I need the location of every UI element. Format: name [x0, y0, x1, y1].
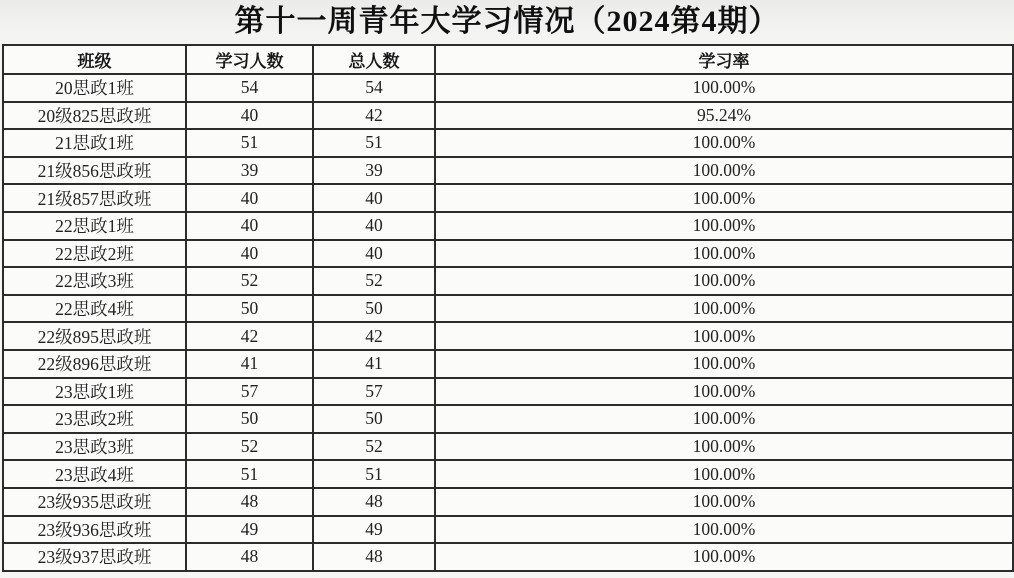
cell-rate: 100.00%	[435, 267, 1013, 295]
cell-learned: 40	[186, 102, 313, 130]
cell-class: 22思政2班	[3, 240, 186, 268]
cell-total: 57	[313, 378, 435, 406]
header-row	[3, 45, 1013, 74]
cell-learned: 40	[186, 240, 313, 268]
cell-rate: 100.00%	[435, 516, 1013, 544]
table-row	[3, 74, 1013, 102]
cell-class: 20级825思政班	[3, 102, 186, 130]
cell-learned: 50	[186, 405, 313, 433]
cell-class: 21级856思政班	[3, 157, 186, 185]
cell-total: 41	[313, 350, 435, 378]
cell-learned: 41	[186, 350, 313, 378]
table-row	[3, 184, 1013, 212]
cell-learned: 57	[186, 378, 313, 406]
cell-total: 48	[313, 543, 435, 571]
cell-rate: 100.00%	[435, 405, 1013, 433]
cell-class: 20思政1班	[3, 74, 186, 102]
cell-total: 50	[313, 405, 435, 433]
cell-rate: 100.00%	[435, 129, 1013, 157]
table-row	[3, 433, 1013, 461]
table-body	[3, 74, 1013, 571]
cell-learned: 49	[186, 516, 313, 544]
cell-learned: 40	[186, 184, 313, 212]
cell-learned: 39	[186, 157, 313, 185]
cell-class: 23级936思政班	[3, 516, 186, 544]
cell-total: 42	[313, 102, 435, 130]
cell-total: 40	[313, 212, 435, 240]
cell-class: 22思政4班	[3, 295, 186, 323]
cell-class: 23思政4班	[3, 460, 186, 488]
cell-rate: 100.00%	[435, 322, 1013, 350]
cell-learned: 48	[186, 488, 313, 516]
cell-rate: 100.00%	[435, 212, 1013, 240]
table-row	[3, 405, 1013, 433]
cell-class: 22级895思政班	[3, 322, 186, 350]
table-row	[3, 240, 1013, 268]
cell-total: 40	[313, 184, 435, 212]
cell-learned: 48	[186, 543, 313, 571]
cell-rate: 100.00%	[435, 157, 1013, 185]
cell-class: 23级935思政班	[3, 488, 186, 516]
cell-learned: 51	[186, 129, 313, 157]
cell-total: 51	[313, 460, 435, 488]
cell-rate: 100.00%	[435, 74, 1013, 102]
table-row	[3, 267, 1013, 295]
cell-class: 23思政2班	[3, 405, 186, 433]
cell-class: 23级937思政班	[3, 543, 186, 571]
col-header-total: 总人数	[313, 45, 435, 74]
cell-total: 50	[313, 295, 435, 323]
cell-class: 23思政3班	[3, 433, 186, 461]
cell-learned: 40	[186, 212, 313, 240]
table-row	[3, 488, 1013, 516]
cell-rate: 95.24%	[435, 102, 1013, 130]
table-row	[3, 157, 1013, 185]
cell-total: 39	[313, 157, 435, 185]
cell-learned: 52	[186, 267, 313, 295]
table-row	[3, 460, 1013, 488]
table-row	[3, 378, 1013, 406]
cell-total: 42	[313, 322, 435, 350]
cell-total: 49	[313, 516, 435, 544]
cell-total: 51	[313, 129, 435, 157]
cell-rate: 100.00%	[435, 433, 1013, 461]
cell-class: 21级857思政班	[3, 184, 186, 212]
table-row	[3, 543, 1013, 571]
table-row	[3, 129, 1013, 157]
cell-learned: 50	[186, 295, 313, 323]
cell-total: 52	[313, 267, 435, 295]
table-row	[3, 212, 1013, 240]
cell-learned: 54	[186, 74, 313, 102]
table-row	[3, 350, 1013, 378]
cell-learned: 51	[186, 460, 313, 488]
cell-class: 22思政3班	[3, 267, 186, 295]
cell-class: 21思政1班	[3, 129, 186, 157]
cell-learned: 52	[186, 433, 313, 461]
table-row	[3, 102, 1013, 130]
cell-learned: 42	[186, 322, 313, 350]
cell-rate: 100.00%	[435, 184, 1013, 212]
cell-rate: 100.00%	[435, 295, 1013, 323]
cell-total: 52	[313, 433, 435, 461]
cell-total: 40	[313, 240, 435, 268]
cell-rate: 100.00%	[435, 488, 1013, 516]
cell-rate: 100.00%	[435, 543, 1013, 571]
cell-class: 23思政1班	[3, 378, 186, 406]
col-header-learned: 学习人数	[186, 45, 313, 74]
cell-rate: 100.00%	[435, 350, 1013, 378]
cell-total: 48	[313, 488, 435, 516]
cell-class: 22思政1班	[3, 212, 186, 240]
cell-rate: 100.00%	[435, 460, 1013, 488]
table-row	[3, 516, 1013, 544]
table-row	[3, 295, 1013, 323]
cell-rate: 100.00%	[435, 378, 1013, 406]
cell-total: 54	[313, 74, 435, 102]
table-header	[3, 45, 1013, 74]
cell-rate: 100.00%	[435, 240, 1013, 268]
col-header-rate: 学习率	[435, 45, 1013, 74]
page-title: 第十一周青年大学习情况（2024第4期）	[234, 5, 780, 38]
col-header-class: 班级	[3, 45, 186, 74]
cell-class: 22级896思政班	[3, 350, 186, 378]
study-progress-table	[2, 44, 1014, 572]
table-row	[3, 322, 1013, 350]
